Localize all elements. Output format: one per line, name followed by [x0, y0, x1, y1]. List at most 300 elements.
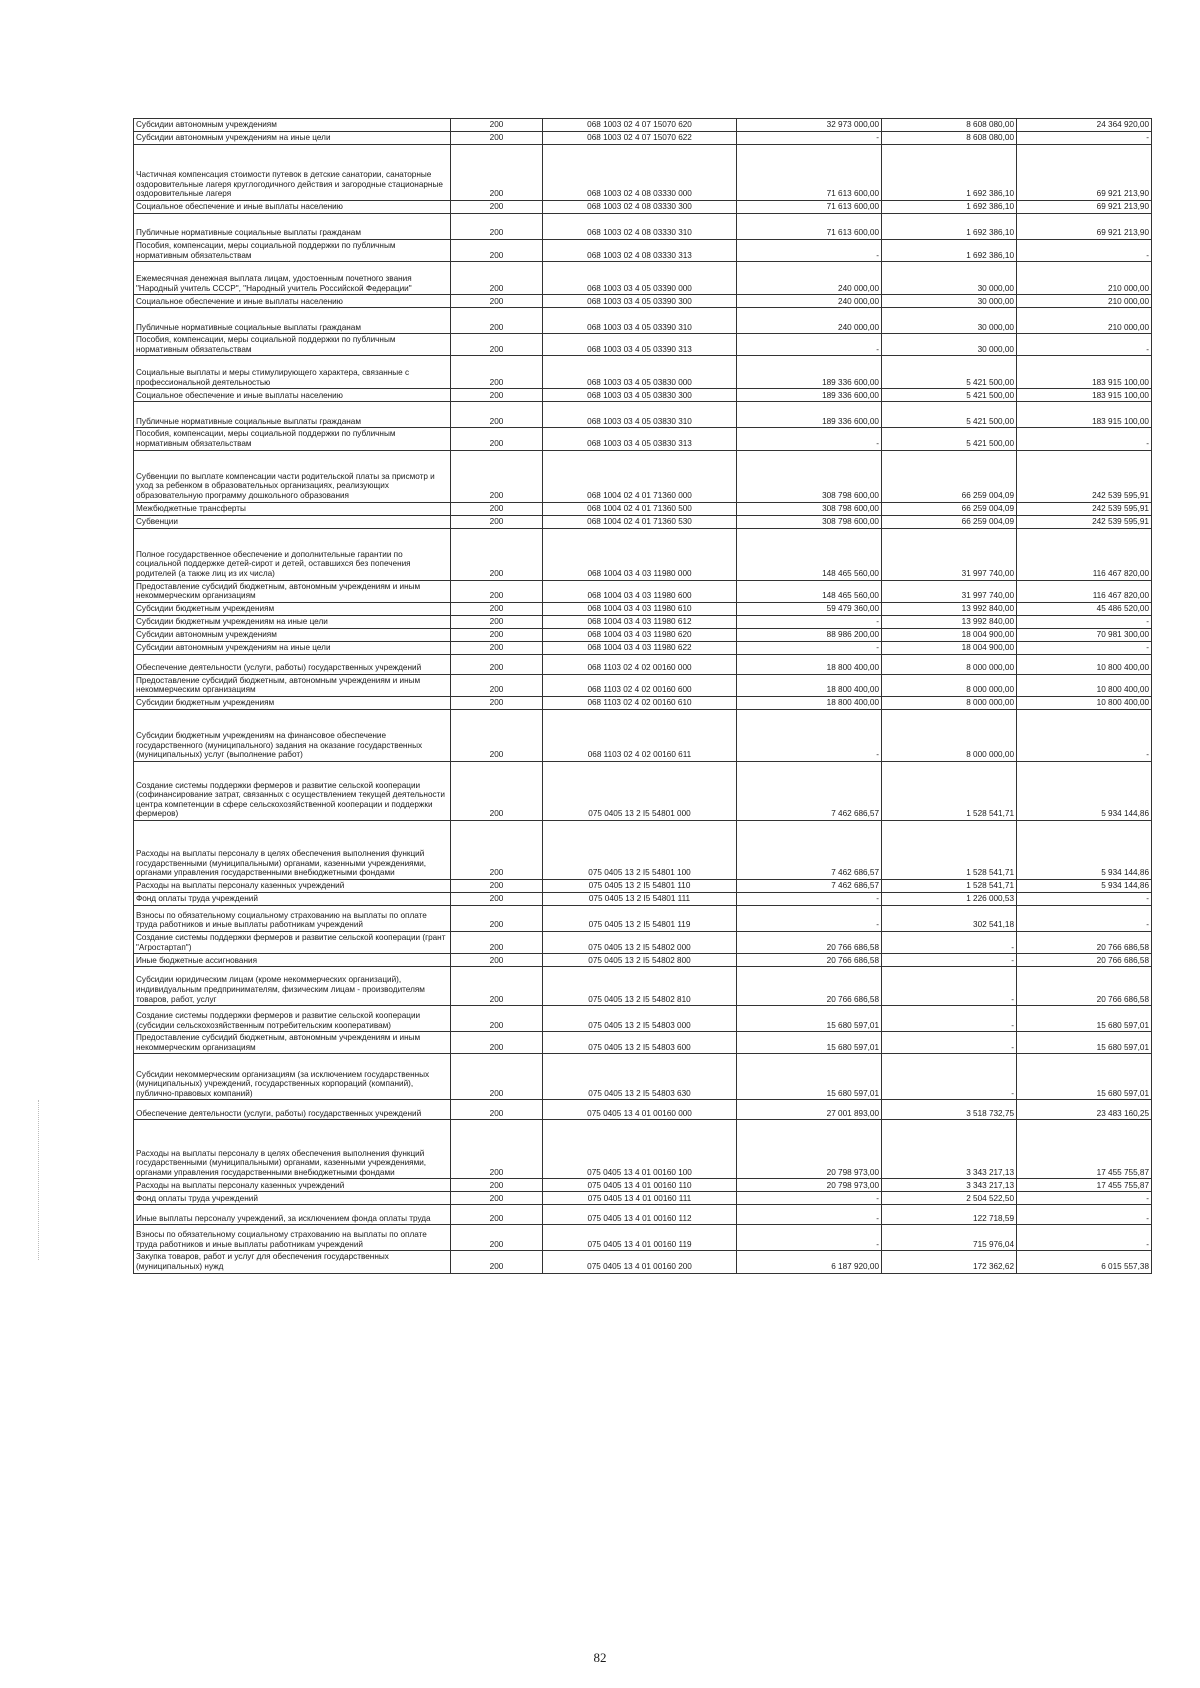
row-unexecuted-cell: -: [1017, 1205, 1152, 1225]
row-name-cell: Субсидии бюджетным учреждениям на финансовое обеспечение государственного (муниципального) задания на оказание государственных (муниципальных) услуг (выполнение работ): [134, 709, 451, 761]
row-approved-cell: 308 798 600,00: [737, 515, 882, 528]
table-row: [134, 201, 1152, 214]
row-classification-cell: 068 1003 03 4 05 03830 313: [543, 428, 737, 450]
row-approved-cell: -: [737, 428, 882, 450]
row-executed-cell: 31 997 740,00: [882, 580, 1017, 602]
row-classification-cell: 068 1004 03 4 03 11980 610: [543, 602, 737, 615]
row-code-cell: 200: [451, 1205, 543, 1225]
table-row: [134, 402, 1152, 428]
row-name-cell: Пособия, компенсации, меры социальной поддержки по публичным нормативным обязательствам: [134, 240, 451, 262]
row-name-cell: Предоставление субсидий бюджетным, автономным учреждениям и иным некоммерческим организациям: [134, 580, 451, 602]
row-code-cell: 200: [451, 502, 543, 515]
row-unexecuted-cell: -: [1017, 1225, 1152, 1251]
row-code-cell: 200: [451, 308, 543, 334]
row-code-cell: 200: [451, 528, 543, 580]
row-classification-cell: 075 0405 13 2 I5 54803 000: [543, 1006, 737, 1032]
row-approved-cell: -: [737, 240, 882, 262]
row-classification-cell: 068 1103 02 4 02 00160 600: [543, 674, 737, 696]
row-code-cell: 200: [451, 1054, 543, 1100]
row-code-cell: 200: [451, 1179, 543, 1192]
row-approved-cell: 18 800 400,00: [737, 654, 882, 674]
row-name-cell: Публичные нормативные социальные выплаты гражданам: [134, 308, 451, 334]
row-approved-cell: 148 465 560,00: [737, 580, 882, 602]
row-approved-cell: 32 973 000,00: [737, 119, 882, 132]
row-name-cell: Создание системы поддержки фермеров и развитие сельской кооперации (грант "Агростартап"): [134, 931, 451, 953]
table-row: [134, 602, 1152, 615]
row-executed-cell: 1 692 386,10: [882, 201, 1017, 214]
row-unexecuted-cell: 5 934 144,86: [1017, 761, 1152, 820]
row-unexecuted-cell: 69 921 213,90: [1017, 201, 1152, 214]
row-unexecuted-cell: 20 766 686,58: [1017, 954, 1152, 967]
row-approved-cell: 18 800 400,00: [737, 696, 882, 709]
row-executed-cell: 3 343 217,13: [882, 1179, 1017, 1192]
row-unexecuted-cell: 24 364 920,00: [1017, 119, 1152, 132]
row-approved-cell: -: [737, 1225, 882, 1251]
row-executed-cell: -: [882, 1006, 1017, 1032]
row-executed-cell: 5 421 500,00: [882, 356, 1017, 389]
row-approved-cell: 308 798 600,00: [737, 450, 882, 502]
row-name-cell: Ежемесячная денежная выплата лицам, удостоенным почетного звания "Народный учитель СССР", "Народный учитель Российской Федерации": [134, 262, 451, 295]
row-classification-cell: 068 1003 02 4 08 03330 310: [543, 214, 737, 240]
row-approved-cell: 71 613 600,00: [737, 145, 882, 201]
row-executed-cell: 5 421 500,00: [882, 402, 1017, 428]
row-approved-cell: -: [737, 1205, 882, 1225]
row-classification-cell: 068 1003 02 4 07 15070 622: [543, 132, 737, 145]
row-unexecuted-cell: 17 455 755,87: [1017, 1179, 1152, 1192]
row-code-cell: 200: [451, 1192, 543, 1205]
row-code-cell: 200: [451, 402, 543, 428]
row-name-cell: Иные выплаты персоналу учреждений, за исключением фонда оплаты труда: [134, 1205, 451, 1225]
table-row: [134, 1205, 1152, 1225]
row-classification-cell: 068 1003 03 4 05 03830 300: [543, 389, 737, 402]
row-classification-cell: 075 0405 13 2 I5 54801 000: [543, 761, 737, 820]
row-approved-cell: 189 336 600,00: [737, 356, 882, 389]
row-name-cell: Закупка товаров, работ и услуг для обеспечения государственных (муниципальных) нужд: [134, 1251, 451, 1273]
row-unexecuted-cell: -: [1017, 709, 1152, 761]
row-executed-cell: 715 976,04: [882, 1225, 1017, 1251]
table-row: [134, 295, 1152, 308]
row-executed-cell: 1 692 386,10: [882, 240, 1017, 262]
row-classification-cell: 068 1004 02 4 01 71360 500: [543, 502, 737, 515]
row-unexecuted-cell: 15 680 597,01: [1017, 1054, 1152, 1100]
row-code-cell: 200: [451, 654, 543, 674]
row-unexecuted-cell: 210 000,00: [1017, 295, 1152, 308]
row-unexecuted-cell: -: [1017, 905, 1152, 931]
row-approved-cell: 20 798 973,00: [737, 1120, 882, 1179]
table-row: [134, 1100, 1152, 1120]
row-classification-cell: 075 0405 13 4 01 00160 111: [543, 1192, 737, 1205]
row-code-cell: 200: [451, 761, 543, 820]
row-unexecuted-cell: 15 680 597,01: [1017, 1032, 1152, 1054]
row-executed-cell: 5 421 500,00: [882, 389, 1017, 402]
row-name-cell: Субсидии юридическим лицам (кроме некоммерческих организаций), индивидуальным предпринимателям, физическим лицам - производителям товаров, работ, услуг: [134, 967, 451, 1006]
row-name-cell: Субсидии бюджетным учреждениям: [134, 602, 451, 615]
row-classification-cell: 068 1003 03 4 05 03830 310: [543, 402, 737, 428]
row-code-cell: 200: [451, 879, 543, 892]
budget-table: [133, 118, 1152, 1274]
table-row: [134, 389, 1152, 402]
row-approved-cell: 308 798 600,00: [737, 502, 882, 515]
row-executed-cell: 3 343 217,13: [882, 1120, 1017, 1179]
row-unexecuted-cell: 10 800 400,00: [1017, 674, 1152, 696]
row-name-cell: Обеспечение деятельности (услуги, работы) государственных учреждений: [134, 1100, 451, 1120]
table-row: [134, 820, 1152, 879]
row-code-cell: 200: [451, 1251, 543, 1273]
row-approved-cell: 59 479 360,00: [737, 602, 882, 615]
row-executed-cell: 1 528 541,71: [882, 761, 1017, 820]
row-classification-cell: 075 0405 13 2 I5 54802 800: [543, 954, 737, 967]
row-approved-cell: 240 000,00: [737, 295, 882, 308]
row-unexecuted-cell: 70 981 300,00: [1017, 628, 1152, 641]
row-code-cell: 200: [451, 389, 543, 402]
row-unexecuted-cell: 183 915 100,00: [1017, 356, 1152, 389]
row-classification-cell: 068 1003 03 4 05 03830 000: [543, 356, 737, 389]
row-code-cell: 200: [451, 602, 543, 615]
row-executed-cell: 66 259 004,09: [882, 515, 1017, 528]
row-approved-cell: 7 462 686,57: [737, 879, 882, 892]
row-code-cell: 200: [451, 580, 543, 602]
row-classification-cell: 068 1003 02 4 08 03330 300: [543, 201, 737, 214]
row-executed-cell: 30 000,00: [882, 308, 1017, 334]
table-row: [134, 1032, 1152, 1054]
row-unexecuted-cell: 5 934 144,86: [1017, 820, 1152, 879]
row-classification-cell: 068 1003 02 4 08 03330 313: [543, 240, 737, 262]
row-approved-cell: 88 986 200,00: [737, 628, 882, 641]
row-unexecuted-cell: -: [1017, 892, 1152, 905]
row-executed-cell: 30 000,00: [882, 262, 1017, 295]
row-code-cell: 200: [451, 119, 543, 132]
row-name-cell: Субсидии автономным учреждениям на иные цели: [134, 132, 451, 145]
row-executed-cell: 18 004 900,00: [882, 628, 1017, 641]
row-classification-cell: 075 0405 13 2 I5 54801 100: [543, 820, 737, 879]
row-classification-cell: 068 1004 03 4 03 11980 620: [543, 628, 737, 641]
row-classification-cell: 075 0405 13 2 I5 54803 630: [543, 1054, 737, 1100]
budget-table-body: [134, 119, 1152, 1274]
row-executed-cell: 2 504 522,50: [882, 1192, 1017, 1205]
row-unexecuted-cell: -: [1017, 1192, 1152, 1205]
row-approved-cell: 20 798 973,00: [737, 1179, 882, 1192]
row-code-cell: 200: [451, 967, 543, 1006]
table-row: [134, 1251, 1152, 1273]
row-name-cell: Субсидии автономным учреждениям: [134, 119, 451, 132]
table-row: [134, 1120, 1152, 1179]
row-classification-cell: 068 1003 02 4 08 03330 000: [543, 145, 737, 201]
row-approved-cell: -: [737, 615, 882, 628]
row-name-cell: Субвенции: [134, 515, 451, 528]
row-executed-cell: 13 992 840,00: [882, 602, 1017, 615]
row-executed-cell: 1 226 000,53: [882, 892, 1017, 905]
row-unexecuted-cell: 15 680 597,01: [1017, 1006, 1152, 1032]
row-classification-cell: 075 0405 13 2 I5 54802 810: [543, 967, 737, 1006]
table-row: [134, 528, 1152, 580]
row-code-cell: 200: [451, 145, 543, 201]
table-row: [134, 1179, 1152, 1192]
row-name-cell: Расходы на выплаты персоналу казенных учреждений: [134, 1179, 451, 1192]
row-unexecuted-cell: 20 766 686,58: [1017, 931, 1152, 953]
row-executed-cell: 1 692 386,10: [882, 214, 1017, 240]
row-approved-cell: -: [737, 132, 882, 145]
row-code-cell: 200: [451, 214, 543, 240]
table-row: [134, 132, 1152, 145]
row-unexecuted-cell: 242 539 595,91: [1017, 515, 1152, 528]
table-row: [134, 145, 1152, 201]
row-unexecuted-cell: -: [1017, 428, 1152, 450]
row-executed-cell: 122 718,59: [882, 1205, 1017, 1225]
row-name-cell: Публичные нормативные социальные выплаты гражданам: [134, 214, 451, 240]
row-classification-cell: 068 1003 03 4 05 03390 300: [543, 295, 737, 308]
row-executed-cell: 13 992 840,00: [882, 615, 1017, 628]
row-executed-cell: -: [882, 931, 1017, 953]
row-executed-cell: 66 259 004,09: [882, 502, 1017, 515]
row-name-cell: Обеспечение деятельности (услуги, работы) государственных учреждений: [134, 654, 451, 674]
row-code-cell: 200: [451, 334, 543, 356]
table-row: [134, 761, 1152, 820]
row-unexecuted-cell: 116 467 820,00: [1017, 528, 1152, 580]
table-row: [134, 119, 1152, 132]
table-row: [134, 1225, 1152, 1251]
row-unexecuted-cell: -: [1017, 132, 1152, 145]
row-classification-cell: 068 1004 02 4 01 71360 530: [543, 515, 737, 528]
row-name-cell: Субсидии бюджетным учреждениям на иные цели: [134, 615, 451, 628]
row-executed-cell: 1 528 541,71: [882, 879, 1017, 892]
table-row: [134, 334, 1152, 356]
row-name-cell: Субсидии некоммерческим организациям (за исключением государственных (муниципальных) учреждений, государственных корпораций (компаний), публично-правовых компаний): [134, 1054, 451, 1100]
row-approved-cell: 20 766 686,58: [737, 967, 882, 1006]
row-approved-cell: -: [737, 1192, 882, 1205]
table-row: [134, 879, 1152, 892]
table-row: [134, 641, 1152, 654]
table-row: [134, 1054, 1152, 1100]
row-name-cell: Расходы на выплаты персоналу казенных учреждений: [134, 879, 451, 892]
row-name-cell: Публичные нормативные социальные выплаты гражданам: [134, 402, 451, 428]
row-code-cell: 200: [451, 674, 543, 696]
row-classification-cell: 075 0405 13 4 01 00160 100: [543, 1120, 737, 1179]
row-executed-cell: 8 000 000,00: [882, 674, 1017, 696]
row-classification-cell: 068 1003 03 4 05 03390 313: [543, 334, 737, 356]
row-code-cell: 200: [451, 428, 543, 450]
row-classification-cell: 068 1103 02 4 02 00160 000: [543, 654, 737, 674]
row-unexecuted-cell: 116 467 820,00: [1017, 580, 1152, 602]
row-classification-cell: 075 0405 13 2 I5 54802 000: [543, 931, 737, 953]
row-name-cell: Иные бюджетные ассигнования: [134, 954, 451, 967]
row-name-cell: Социальное обеспечение и иные выплаты населению: [134, 201, 451, 214]
row-approved-cell: 240 000,00: [737, 262, 882, 295]
row-code-cell: 200: [451, 628, 543, 641]
row-name-cell: Субвенции по выплате компенсации части родительской платы за присмотр и уход за ребенком в образовательных организациях, реализующих образовательную программу дошкольного образования: [134, 450, 451, 502]
table-row: [134, 615, 1152, 628]
table-row: [134, 515, 1152, 528]
table-row: [134, 954, 1152, 967]
row-classification-cell: 075 0405 13 4 01 00160 112: [543, 1205, 737, 1225]
table-row: [134, 628, 1152, 641]
row-approved-cell: 7 462 686,57: [737, 820, 882, 879]
table-row: [134, 931, 1152, 953]
table-row: [134, 214, 1152, 240]
row-name-cell: Создание системы поддержки фермеров и развитие сельской кооперации (субсидии сельскохозяйственным потребительским кооперативам): [134, 1006, 451, 1032]
row-code-cell: 200: [451, 1032, 543, 1054]
row-unexecuted-cell: 6 015 557,38: [1017, 1251, 1152, 1273]
row-approved-cell: -: [737, 905, 882, 931]
row-code-cell: 200: [451, 201, 543, 214]
row-executed-cell: 18 004 900,00: [882, 641, 1017, 654]
row-classification-cell: 075 0405 13 4 01 00160 110: [543, 1179, 737, 1192]
row-classification-cell: 068 1004 02 4 01 71360 000: [543, 450, 737, 502]
table-row: [134, 580, 1152, 602]
row-classification-cell: 068 1004 03 4 03 11980 000: [543, 528, 737, 580]
row-classification-cell: 068 1003 03 4 05 03390 000: [543, 262, 737, 295]
row-unexecuted-cell: 242 539 595,91: [1017, 450, 1152, 502]
row-approved-cell: 148 465 560,00: [737, 528, 882, 580]
row-unexecuted-cell: -: [1017, 615, 1152, 628]
row-approved-cell: 189 336 600,00: [737, 402, 882, 428]
table-row: [134, 428, 1152, 450]
row-code-cell: 200: [451, 262, 543, 295]
row-executed-cell: 8 000 000,00: [882, 654, 1017, 674]
row-executed-cell: 1 528 541,71: [882, 820, 1017, 879]
row-name-cell: Фонд оплаты труда учреждений: [134, 892, 451, 905]
row-classification-cell: 068 1003 02 4 07 15070 620: [543, 119, 737, 132]
row-name-cell: Пособия, компенсации, меры социальной поддержки по публичным нормативным обязательствам: [134, 334, 451, 356]
page-number: 82: [593, 1650, 607, 1665]
row-approved-cell: -: [737, 334, 882, 356]
table-row: [134, 905, 1152, 931]
row-executed-cell: 31 997 740,00: [882, 528, 1017, 580]
row-code-cell: 200: [451, 709, 543, 761]
row-unexecuted-cell: 210 000,00: [1017, 262, 1152, 295]
row-executed-cell: 172 362,62: [882, 1251, 1017, 1273]
row-unexecuted-cell: -: [1017, 641, 1152, 654]
row-executed-cell: 8 608 080,00: [882, 132, 1017, 145]
row-classification-cell: 068 1004 03 4 03 11980 622: [543, 641, 737, 654]
row-approved-cell: 15 680 597,01: [737, 1006, 882, 1032]
scan-artifact: [38, 1100, 40, 1260]
table-row: [134, 240, 1152, 262]
row-name-cell: Социальное обеспечение и иные выплаты населению: [134, 295, 451, 308]
row-name-cell: Предоставление субсидий бюджетным, автономным учреждениям и иным некоммерческим организациям: [134, 1032, 451, 1054]
row-executed-cell: -: [882, 954, 1017, 967]
row-code-cell: 200: [451, 1120, 543, 1179]
row-code-cell: 200: [451, 820, 543, 879]
row-name-cell: Субсидии автономным учреждениям: [134, 628, 451, 641]
row-name-cell: Взносы по обязательному социальному страхованию на выплаты по оплате труда работников и иные выплаты работникам учреждений: [134, 1225, 451, 1251]
row-classification-cell: 068 1004 03 4 03 11980 612: [543, 615, 737, 628]
row-code-cell: 200: [451, 892, 543, 905]
row-code-cell: 200: [451, 905, 543, 931]
row-name-cell: Социальное обеспечение и иные выплаты населению: [134, 389, 451, 402]
row-approved-cell: 20 766 686,58: [737, 954, 882, 967]
row-code-cell: 200: [451, 295, 543, 308]
row-classification-cell: 068 1103 02 4 02 00160 611: [543, 709, 737, 761]
row-name-cell: Создание системы поддержки фермеров и развитие сельской кооперации (софинансирование затрат, связанных с осуществлением текущей деятельности центра компетенции в сфере сельскохозяйственной кооперации и поддержки фермеров): [134, 761, 451, 820]
row-approved-cell: 71 613 600,00: [737, 214, 882, 240]
table-row: [134, 709, 1152, 761]
row-executed-cell: -: [882, 967, 1017, 1006]
row-code-cell: 200: [451, 641, 543, 654]
row-executed-cell: 3 518 732,75: [882, 1100, 1017, 1120]
row-code-cell: 200: [451, 240, 543, 262]
row-classification-cell: 068 1004 03 4 03 11980 600: [543, 580, 737, 602]
row-code-cell: 200: [451, 356, 543, 389]
row-name-cell: Межбюджетные трансферты: [134, 502, 451, 515]
table-row: [134, 674, 1152, 696]
table-row: [134, 262, 1152, 295]
row-executed-cell: 8 000 000,00: [882, 696, 1017, 709]
row-name-cell: Расходы на выплаты персоналу в целях обеспечения выполнения функций государственными (муниципальными) органами, казенными учреждениями, органами управления государственными внебюджетными фондами: [134, 820, 451, 879]
row-classification-cell: 075 0405 13 2 I5 54803 600: [543, 1032, 737, 1054]
row-unexecuted-cell: 10 800 400,00: [1017, 696, 1152, 709]
table-row: [134, 308, 1152, 334]
row-code-cell: 200: [451, 450, 543, 502]
row-code-cell: 200: [451, 1006, 543, 1032]
row-executed-cell: 8 000 000,00: [882, 709, 1017, 761]
row-approved-cell: -: [737, 709, 882, 761]
row-name-cell: Фонд оплаты труда учреждений: [134, 1192, 451, 1205]
row-name-cell: Полное государственное обеспечение и дополнительные гарантии по социальной поддержке детей-сирот и детей, оставшихся без попечения родителей (а также лиц из их числа): [134, 528, 451, 580]
row-unexecuted-cell: 183 915 100,00: [1017, 389, 1152, 402]
row-classification-cell: 075 0405 13 2 I5 54801 119: [543, 905, 737, 931]
row-classification-cell: 068 1103 02 4 02 00160 610: [543, 696, 737, 709]
row-executed-cell: 30 000,00: [882, 295, 1017, 308]
row-approved-cell: 18 800 400,00: [737, 674, 882, 696]
row-unexecuted-cell: 5 934 144,86: [1017, 879, 1152, 892]
row-unexecuted-cell: 242 539 595,91: [1017, 502, 1152, 515]
row-unexecuted-cell: 23 483 160,25: [1017, 1100, 1152, 1120]
row-name-cell: Пособия, компенсации, меры социальной поддержки по публичным нормативным обязательствам: [134, 428, 451, 450]
row-unexecuted-cell: 17 455 755,87: [1017, 1120, 1152, 1179]
table-row: [134, 502, 1152, 515]
row-name-cell: Предоставление субсидий бюджетным, автономным учреждениям и иным некоммерческим организациям: [134, 674, 451, 696]
row-approved-cell: 27 001 893,00: [737, 1100, 882, 1120]
table-row: [134, 356, 1152, 389]
row-executed-cell: -: [882, 1054, 1017, 1100]
row-executed-cell: 66 259 004,09: [882, 450, 1017, 502]
row-name-cell: Социальные выплаты и меры стимулирующего характера, связанные с профессиональной деятельностью: [134, 356, 451, 389]
row-classification-cell: 075 0405 13 4 01 00160 119: [543, 1225, 737, 1251]
row-executed-cell: 30 000,00: [882, 334, 1017, 356]
row-unexecuted-cell: 69 921 213,90: [1017, 214, 1152, 240]
row-code-cell: 200: [451, 1100, 543, 1120]
row-approved-cell: -: [737, 892, 882, 905]
row-unexecuted-cell: 45 486 520,00: [1017, 602, 1152, 615]
row-executed-cell: 302 541,18: [882, 905, 1017, 931]
row-approved-cell: 6 187 920,00: [737, 1251, 882, 1273]
row-approved-cell: 15 680 597,01: [737, 1054, 882, 1100]
row-unexecuted-cell: 183 915 100,00: [1017, 402, 1152, 428]
row-approved-cell: 240 000,00: [737, 308, 882, 334]
row-unexecuted-cell: -: [1017, 334, 1152, 356]
table-row: [134, 1006, 1152, 1032]
row-code-cell: 200: [451, 931, 543, 953]
row-code-cell: 200: [451, 696, 543, 709]
row-approved-cell: 15 680 597,01: [737, 1032, 882, 1054]
row-executed-cell: 5 421 500,00: [882, 428, 1017, 450]
row-unexecuted-cell: -: [1017, 240, 1152, 262]
row-executed-cell: 1 692 386,10: [882, 145, 1017, 201]
row-name-cell: Расходы на выплаты персоналу в целях обеспечения выполнения функций государственными (муниципальными) органами, казенными учреждениями, органами управления государственными внебюджетными фондами: [134, 1120, 451, 1179]
row-name-cell: Частичная компенсация стоимости путевок в детские санатории, санаторные оздоровительные лагеря круглогодичного действия и загородные стационарные оздоровительные лагеря: [134, 145, 451, 201]
table-row: [134, 450, 1152, 502]
row-classification-cell: 075 0405 13 4 01 00160 200: [543, 1251, 737, 1273]
row-code-cell: 200: [451, 515, 543, 528]
row-executed-cell: -: [882, 1032, 1017, 1054]
row-unexecuted-cell: 69 921 213,90: [1017, 145, 1152, 201]
row-classification-cell: 075 0405 13 2 I5 54801 110: [543, 879, 737, 892]
table-row: [134, 967, 1152, 1006]
row-approved-cell: 71 613 600,00: [737, 201, 882, 214]
table-row: [134, 892, 1152, 905]
row-name-cell: Субсидии бюджетным учреждениям: [134, 696, 451, 709]
table-row: [134, 696, 1152, 709]
